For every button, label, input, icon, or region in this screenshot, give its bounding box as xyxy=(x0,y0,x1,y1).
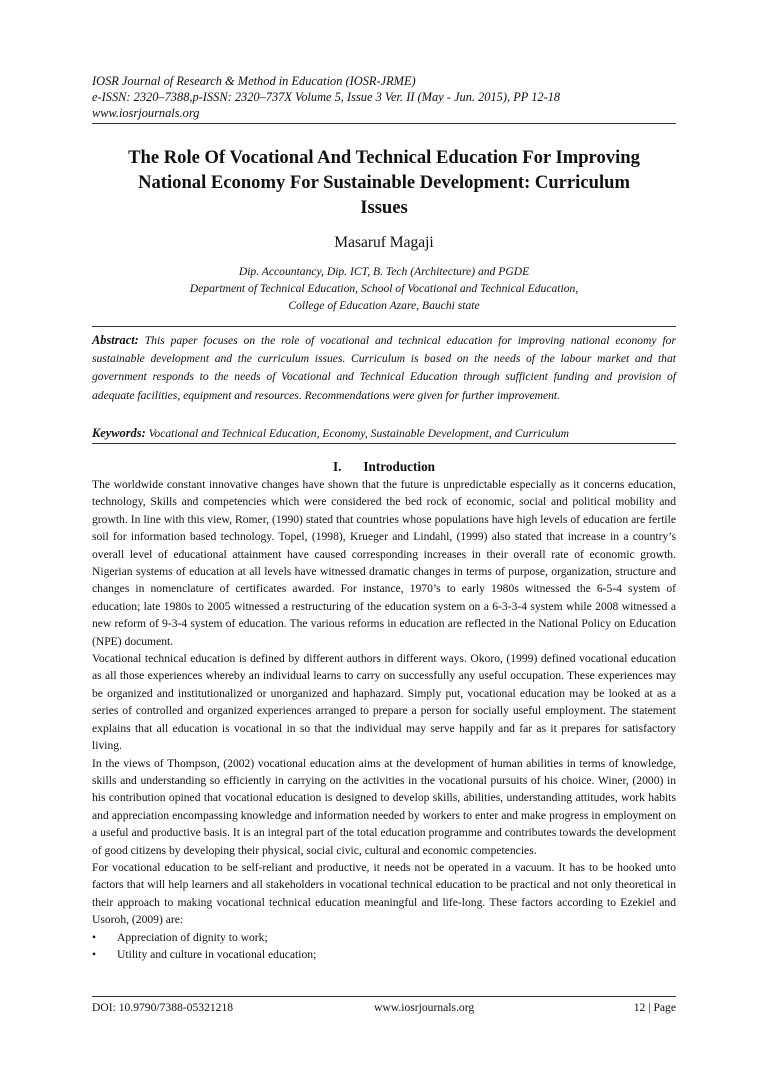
paragraph: In the views of Thompson, (2002) vocational education aims at the development of human abilities in terms of knowledge, skills and understanding so efficiently in carrying on the activities in the vocational pursuits of his choice. Winer, (2000) in his contribution opined that vocational education is designed to develop skills, abilities, understanding attitudes, work habits and appreciation encompassing knowledge and information needed by workers to enter and make progress in employment on a useful and productive basis. It is an integral part of the total education programme and contributes towards the development of good citizens by developing their physical, social civic, cultural and economic competencies. xyxy=(92,756,676,857)
keywords xyxy=(92,424,676,443)
abstract-divider xyxy=(92,326,676,327)
author-affiliation xyxy=(92,263,676,314)
abstract-label: Abstract: xyxy=(92,333,139,347)
paragraph: Vocational technical education is defined by different authors in different ways. Okoro, (1999) defined vocational education as all those experiences whereby an individual learns to carry on successfully any useful occupation. These experiences may be organized and institutionalized or unorganized and haphazard. Simply put, vocational education may be looked at as a series of controlled and organized experiences arranged to prepare a person for socially useful employment. The statement explains that all education is vocational in so that the individual may serve happily and far as it prepares for satisfactory living. xyxy=(92,652,676,753)
author-department: Department of Technical Education, School of Vocational and Technical Education, xyxy=(189,282,579,295)
paragraph: For vocational education to be self-reliant and productive, it needs not be operated in a vacuum. It has to be hooked unto factors that will help learners and all stakeholders in vocational technical education to be practical and not only theoretical in their approach to making vocational technical education meaningful and life-long. These factors according to Ezekiel and Usoroh, (2009) are: xyxy=(92,860,676,927)
section-heading xyxy=(92,458,676,476)
bullet-list xyxy=(92,929,676,964)
author-college: College of Education Azare, Bauchi state xyxy=(288,299,480,312)
body-text xyxy=(92,476,676,963)
paragraph: The worldwide constant innovative changes have shown that the future is unpredictable especially as it concerns education, technology, Skills and competencies which were considered the bed rock of economic, social and political mobility and growth. In line with this view, Romer, (1990) stated that countries whose populations have high levels of education are fertile soil for information based technology. Topel, (1998), Krueger and Lindahl, (1999) also stated that increase in a country’s overall level of educational attainment have caused corresponding increases in their overall rate of economic growth. Nigerian systems of education at all levels have witnessed dramatic changes in terms of purpose, organization, structure and changes in nomenclature of certificates awarded. For instance, 1970’s to early 1980s witnessed the 6-5-4 system of education; late 1980s to 2005 witnessed a restructuring of the education system on a 6-3-3-4 system while 2008 witnessed a new reform of 9-3-4 system of education. The various reforms in education are reflected in the National Policy on Education (NPE) document. xyxy=(92,478,676,648)
section-title: Introduction xyxy=(363,459,435,474)
journal-name: IOSR Journal of Research & Method in Education (IOSR-JRME) xyxy=(92,74,416,88)
title-line-3: Issues xyxy=(360,197,408,218)
author-qualifications: Dip. Accountancy, Dip. ICT, B. Tech (Architecture) and PGDE xyxy=(238,265,530,278)
keywords-label: Keywords: xyxy=(92,426,146,440)
section-number: I. xyxy=(332,459,342,474)
abstract-text: This paper focuses on the role of vocational and technical education for improving national economy for sustainable development and the curriculum issues. Curriculum is based on the needs of the labour market and that government responds to the needs of Vocational and Technical Education through sufficient funding and provision of adequate facilities, equipment and resources. Recommendations were given for further improvement. xyxy=(92,334,676,402)
bullet-icon: • xyxy=(92,930,97,944)
footer-website: www.iosrjournals.org xyxy=(374,1001,475,1014)
list-item xyxy=(92,946,676,963)
footer-page-number: 12 | Page xyxy=(633,1001,676,1014)
list-item-text: Appreciation of dignity to work; xyxy=(117,930,268,944)
title-line-2: National Economy For Sustainable Development: Curriculum xyxy=(138,172,630,193)
author-name: Masaruf Magaji xyxy=(334,234,434,251)
footer-divider xyxy=(92,996,676,997)
footer-doi: DOI: 10.9790/7388-05321218 xyxy=(92,1001,234,1014)
list-item-text: Utility and culture in vocational education; xyxy=(117,947,317,961)
bullet-icon: • xyxy=(92,947,97,961)
journal-issn: e-ISSN: 2320–7388,p-ISSN: 2320–737X Volume 5, Issue 3 Ver. II (May - Jun. 2015), PP 12-18 xyxy=(92,90,561,104)
list-item xyxy=(92,929,676,946)
journal-website: www.iosrjournals.org xyxy=(92,106,200,120)
title-line-1: The Role Of Vocational And Technical Education For Improving xyxy=(128,147,640,168)
abstract xyxy=(92,331,676,405)
keywords-divider xyxy=(92,443,676,444)
paper-title xyxy=(92,145,676,220)
keywords-text: Vocational and Technical Education, Economy, Sustainable Development, and Curriculum xyxy=(148,427,570,440)
header-divider xyxy=(92,123,676,124)
journal-header xyxy=(92,73,676,121)
